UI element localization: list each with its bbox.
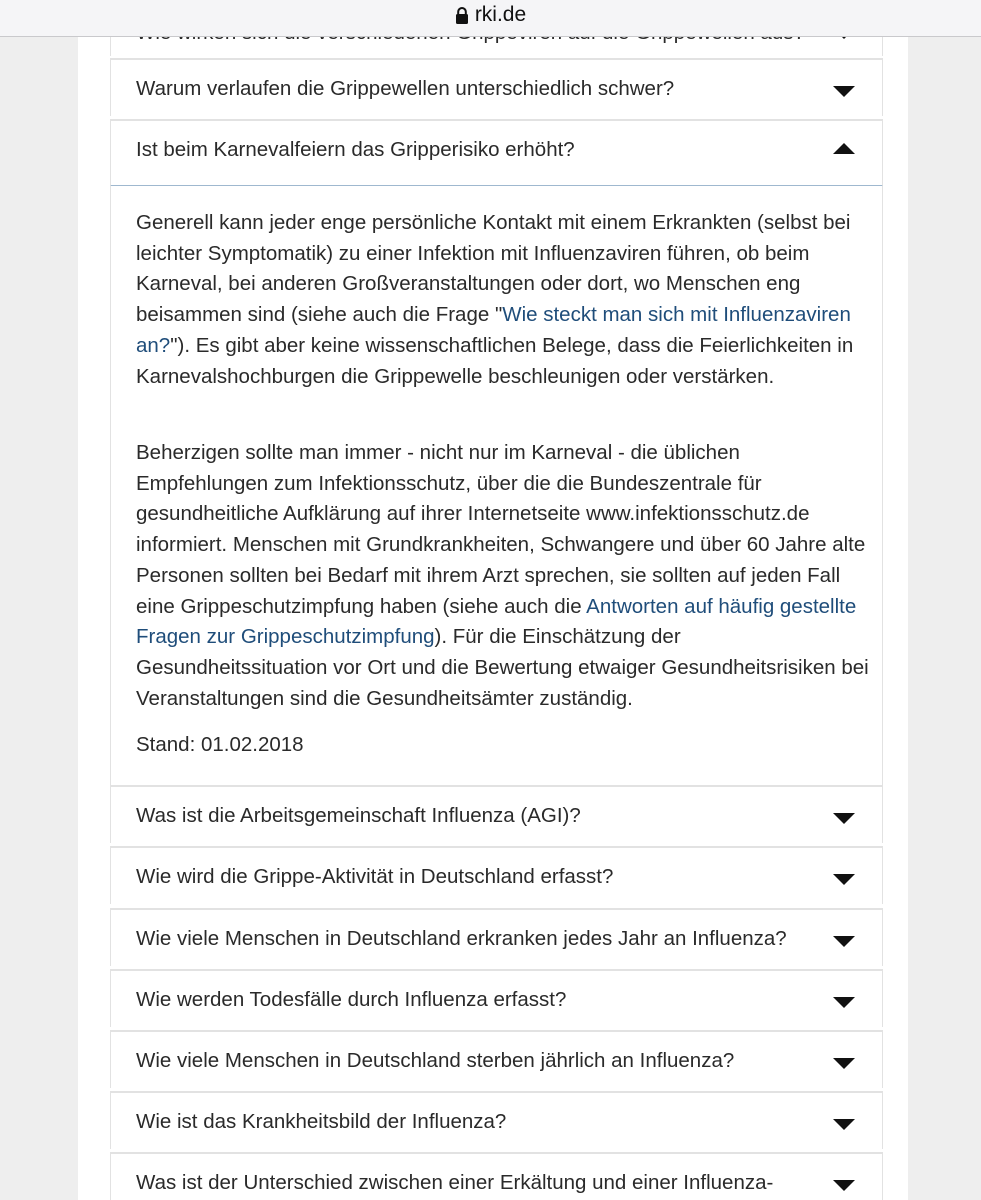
chevron-down-icon bbox=[833, 874, 855, 885]
chevron-down-icon bbox=[833, 813, 855, 824]
faq-question: Was ist die Arbeitsgemeinschaft Influenza (AGI)? bbox=[136, 804, 581, 827]
chevron-down-icon bbox=[833, 936, 855, 947]
faq-item-karneval[interactable] bbox=[110, 119, 883, 187]
url-display[interactable] bbox=[455, 3, 526, 27]
faq-item-todesfaelle-erfassung[interactable] bbox=[110, 969, 883, 1027]
faq-item-agi[interactable] bbox=[110, 785, 883, 843]
answer-text: "). Es gibt aber keine wissenschaftlichen Belege, dass die Feierlichkeiten in Karnevalshochburgen die Grippewelle beschleunigen oder verstärken. bbox=[136, 333, 854, 388]
link-ansteckung[interactable]: Wie steckt man sich mit Influenzaviren an? bbox=[136, 303, 851, 357]
faq-question: Was ist der Unterschied zwischen einer Erkältung und einer Influenza- bbox=[136, 1171, 774, 1194]
faq-question: Wie wird die Grippe-Aktivität in Deutschland erfasst? bbox=[136, 865, 614, 888]
chevron-down-icon bbox=[833, 997, 855, 1008]
faq-question: Warum verlaufen die Grippewellen unterschiedlich schwer? bbox=[136, 77, 675, 100]
answer-text: Generell kann jeder enge persönliche Kontakt mit einem Erkrankten (selbst bei leichter Symptomatik) zu einer Infektion mit Influenzaviren führen, ob beim Karneval, bei anderen Großveranstaltungen oder dort, wo Menschen eng beisammen sind (siehe auch die Frage " bbox=[136, 211, 851, 327]
chevron-down-icon bbox=[833, 1180, 855, 1191]
faq-item-grippewellen[interactable] bbox=[110, 58, 883, 116]
link-grippeschutzimpfung-faq[interactable]: Antworten auf häufig gestellte Fragen zur Grippeschutzimpfung bbox=[136, 594, 857, 649]
chevron-down-icon bbox=[833, 1058, 855, 1069]
faq-item-krankheitsbild[interactable] bbox=[110, 1091, 883, 1149]
faq-item-sterbefaelle[interactable] bbox=[110, 1030, 883, 1088]
browser-address-bar[interactable] bbox=[0, 0, 981, 37]
faq-question: Ist beim Karnevalfeiern das Gripperisiko erhöht? bbox=[136, 138, 575, 161]
faq-question: Wie werden Todesfälle durch Influenza erfasst? bbox=[136, 988, 567, 1011]
chevron-up-icon bbox=[833, 143, 855, 154]
answer-date: Stand: 01.02.2018 bbox=[136, 733, 304, 756]
answer-text: ). Für die Einschätzung der Gesundheitssituation vor Ort und die Bewertung etwaiger Gesundheitsrisiken bei Veranstaltungen sind die Gesundheitsämter zuständig. bbox=[136, 625, 869, 710]
url-text: rki.de bbox=[474, 3, 527, 26]
faq-item-erkaeltung-unterschied[interactable] bbox=[110, 1152, 883, 1200]
faq-question: Wie viele Menschen in Deutschland erkranken jedes Jahr an Influenza? bbox=[136, 927, 787, 950]
chevron-down-icon bbox=[833, 1119, 855, 1130]
faq-answer-panel bbox=[110, 186, 883, 786]
faq-question: Wie viele Menschen in Deutschland sterben jährlich an Influenza? bbox=[136, 1049, 735, 1072]
answer-paragraph-2 bbox=[136, 438, 871, 714]
lock-icon bbox=[455, 7, 469, 24]
faq-item-aktivitaet[interactable] bbox=[110, 846, 883, 904]
faq-question: Wie ist das Krankheitsbild der Influenza? bbox=[136, 1110, 507, 1133]
answer-paragraph-1 bbox=[136, 208, 871, 392]
faq-item-erkrankungen[interactable] bbox=[110, 908, 883, 966]
chevron-down-icon bbox=[833, 86, 855, 97]
answer-text: Beherzigen sollte man immer - nicht nur im Karneval - die üblichen Empfehlungen zum Infektionsschutz, über die die Bundeszentrale für gesundheitliche Aufklärung auf ihrer Internetseite www.infektionsschutz.de informiert. Menschen mit Grundkrankheiten, Schwangere und über 60 Jahre alte Personen sollten bei Bedarf mit ihrem Arzt sprechen, sie sollten auf jeden Fall eine Grippeschutzimpfung haben (siehe auch die bbox=[136, 441, 866, 618]
